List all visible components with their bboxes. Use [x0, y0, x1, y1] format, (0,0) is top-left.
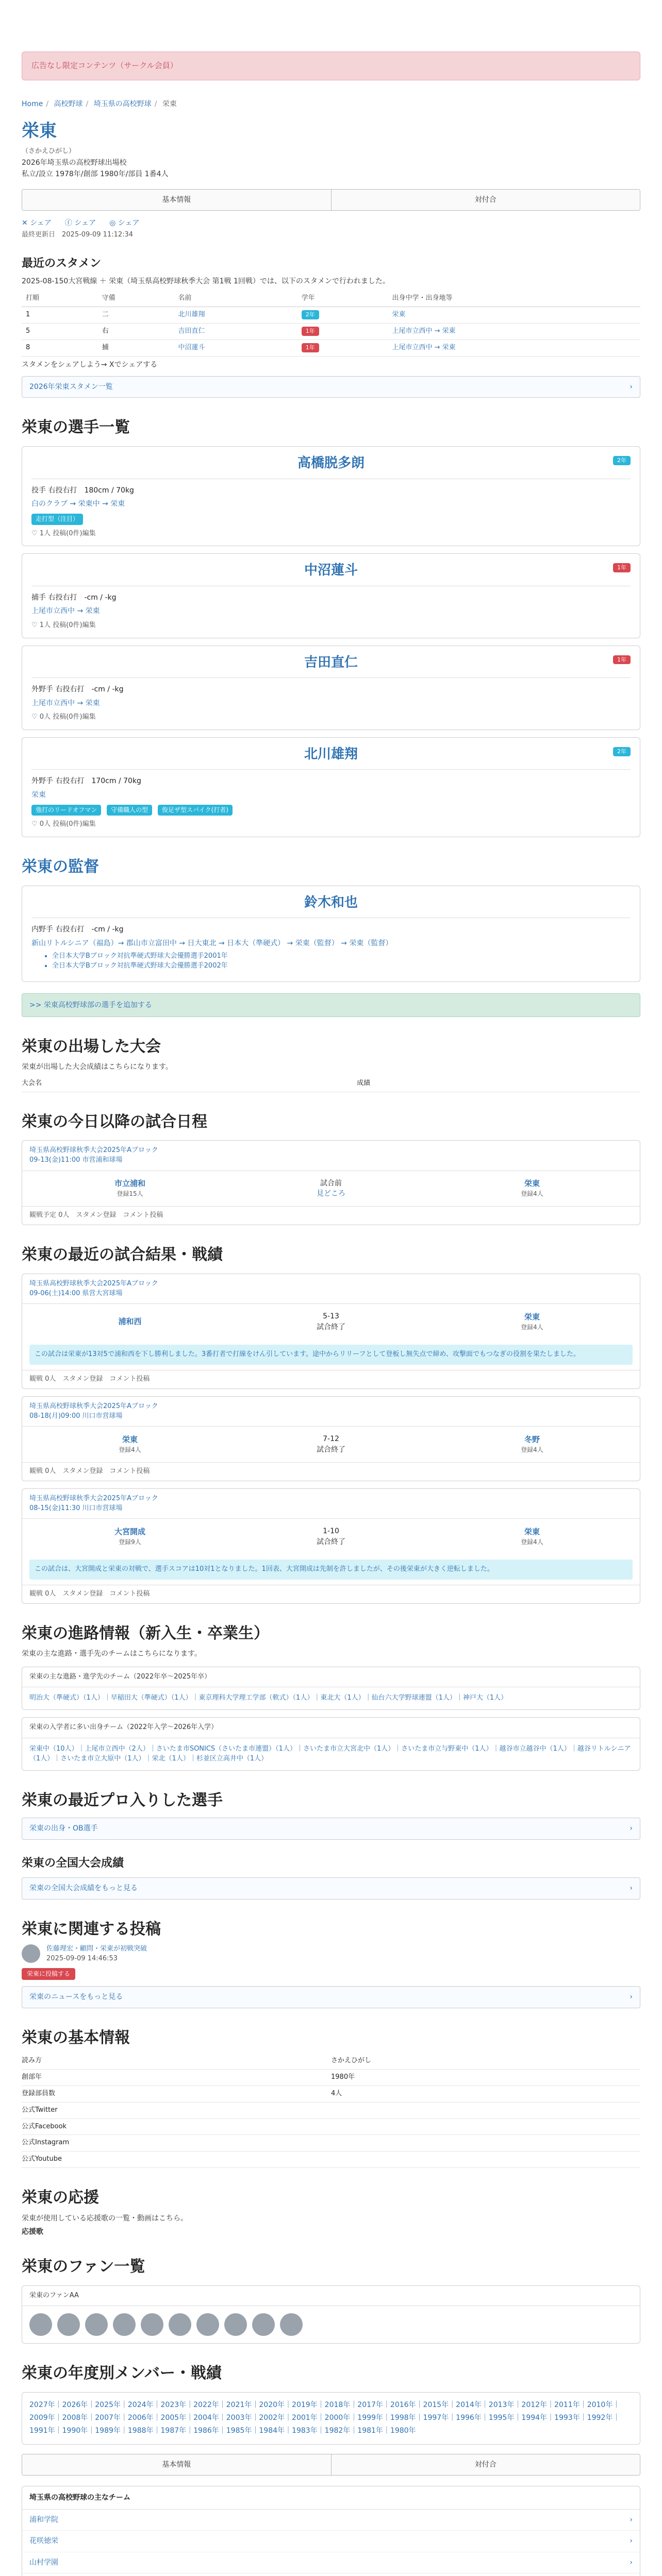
player-origin[interactable]: 白のクラブ → 栄東中 → 栄東	[31, 499, 125, 508]
school-link[interactable]	[22, 2573, 640, 2576]
player-card[interactable]	[22, 646, 640, 730]
player-origin[interactable]: 上尾市立西中 → 栄東	[31, 699, 100, 707]
coach-career[interactable]: 新山リトルシニア（福島）→ 郡山市立富田中 → 日大東北 → 日本大（準硬式） → 栄東（監督） → 栄東（監督）	[31, 939, 393, 947]
fan-avatar[interactable]	[57, 2313, 80, 2336]
team-right[interactable]: 栄東 登録4人	[521, 1179, 543, 1198]
player-card[interactable]	[22, 446, 640, 547]
tabs	[22, 189, 640, 211]
player-origin[interactable]: 栄東	[31, 790, 46, 799]
stamp-table: 打順 守備 名前 学年 出身中学・出身地等 1 二 北川雄翔 2年 栄東 5 右 吉田直仁 1年 上尾市立西中 → 栄東 8 捕 中沼蓮斗 1年 上尾市立西中 → 栄東	[22, 291, 640, 356]
breadcrumb-home[interactable]: Home	[22, 99, 43, 108]
team-right[interactable]: 栄東 登録4人	[521, 1312, 543, 1331]
player-fav[interactable]: ♡ 0人 投稿(0件)編集	[31, 713, 96, 721]
tab-match[interactable]: 対付合	[331, 190, 640, 210]
breadcrumb: Home / 高校野球 / 埼玉県の高校野球 / 栄東	[22, 99, 177, 108]
fan-avatar[interactable]	[196, 2313, 219, 2336]
grade-badge: 2年	[613, 456, 631, 465]
team-left[interactable]: 大宮開成 登録9人	[114, 1527, 145, 1546]
main-schools-box: 埼玉県の高校野球の主なチーム 浦和学院 › 花咲徳栄 › 山村学園 ›	[22, 2486, 640, 2576]
page-title: 栄東	[22, 121, 57, 142]
player-pos: 捕手 右投右打 -cm / -kg	[31, 594, 117, 602]
fan-avatar[interactable]	[85, 2313, 108, 2336]
player-pos: 外野手 右投右打 -cm / -kg	[31, 685, 124, 694]
breadcrumb-current: 栄東	[162, 99, 177, 108]
post-button[interactable]: 栄東に投稿する	[22, 1968, 75, 1980]
national-heading: 栄東の全国大会成績	[22, 1856, 124, 1870]
basic-table: 読み方 さかえひがし 創部年 1980年 登録部員数 4人 公式Twitter 公式Facebook 公式Instagram 公式Youtube	[22, 2053, 640, 2168]
tabs-bottom	[22, 2454, 640, 2476]
game-footer[interactable]: 観戦 0人 スタメン登録 コメント投稿	[22, 1370, 640, 1388]
game-footer[interactable]: 観戦予定 0人 スタメン登録 コメント投稿	[22, 1206, 640, 1225]
tournaments-heading: 栄東の出場した大会	[22, 1037, 161, 1056]
share-line[interactable]: ◎ シェア	[109, 219, 140, 228]
grade-badge: 1年	[613, 563, 631, 572]
fan-avatar[interactable]	[29, 2313, 52, 2336]
school-line1: 2026年埼玉県の高校野球出場校	[22, 159, 127, 167]
add-player-bar[interactable]: >> 栄東高校野球部の選手を追加する	[22, 993, 640, 1017]
chevron-right-icon: ›	[630, 2537, 633, 2546]
news-link[interactable]: 栄東のニュースをもっと見る ›	[22, 1986, 640, 2008]
chevron-right-icon: ›	[630, 383, 633, 392]
players-heading: 栄東の選手一覧	[22, 418, 130, 437]
tournaments-table: 大会名 成績	[22, 1076, 640, 1092]
heart-icon: ♡	[31, 621, 40, 629]
player-card[interactable]	[22, 553, 640, 638]
years-heading: 栄東の年度別メンバー・戦績	[22, 2364, 222, 2383]
chevron-right-icon: ›	[630, 2558, 633, 2567]
school-link[interactable]: 浦和学院 ›	[22, 2510, 640, 2531]
player-chip: 守備職人の型	[107, 805, 152, 816]
player-pos: 投手 右投右打 180cm / 70kg	[31, 486, 134, 495]
player-chip: 強打のリードオフマン	[31, 805, 101, 816]
school-link[interactable]: 花咲徳栄 ›	[22, 2531, 640, 2552]
player-card[interactable]	[22, 737, 640, 838]
pro-heading: 栄東の最近プロ入りした選手	[22, 1791, 223, 1809]
stamp-list-link[interactable]: 2026年栄東スタメン一覧 ›	[22, 376, 640, 398]
year-links[interactable]: 2027年｜2026年｜2025年｜2024年｜2023年｜2022年｜2021年｜2020年｜2019年｜2018年｜2017年｜2016年｜2015年｜2014年｜2013年｜2012年｜2011年｜2010年｜2009年｜2008年｜2007年｜2006年｜2005年｜2004年｜2003年｜2002年｜2001年｜2000年｜1999年｜1998年｜1997年｜1996年｜1995年｜1994年｜1993年｜1992年｜1991年｜1990年｜1989年｜1988年｜1987年｜1986年｜1985年｜1984年｜1983年｜1982年｜1981年｜1980年	[29, 2400, 620, 2435]
game-card[interactable]: 埼玉県高校野球秋季大会2025年Aブロック 08-15(金)11:30 川口市営球場 大宮開成 登録9人 1-10 試合終了 栄東 登録4人 この試合は、大宮開成と栄東の対戦で、選手スコアは10対1となりました。1回表、大宮開成は先制を許しましたが、その後栄東が大きく逆転しました。 観戦 0人 スタメン登録 コメント投稿	[22, 1488, 640, 1604]
player-name[interactable]: 中沼蓮斗	[31, 561, 631, 586]
coach-pos: 内野手 右投右打 -cm / -kg	[31, 925, 124, 934]
coach-award[interactable]: • 全日本大学Bブロック対抗準硬式野球大会優勝選手2001年	[52, 952, 631, 961]
table-row: 8 捕 中沼蓮斗 1年 上尾市立西中 → 栄東	[22, 340, 640, 356]
posts-heading: 栄東に関連する投稿	[22, 1920, 161, 1938]
coach-heading: 栄東の監督	[22, 858, 99, 876]
x-icon: ✕	[22, 219, 30, 228]
team-left[interactable]: 市立浦和 登録15人	[114, 1179, 145, 1198]
stamp-share[interactable]: スタメンをシェアしよう→ Xでシェアする	[22, 360, 158, 369]
player-fav[interactable]: ♡ 0人 投稿(0件)編集	[31, 820, 96, 828]
share-x[interactable]: ✕ シェア	[22, 219, 52, 228]
heart-icon: ♡	[31, 713, 40, 721]
heart-icon: ♡	[31, 820, 40, 828]
share-facebook[interactable]: ⓕ シェア	[64, 219, 96, 228]
support-sub: 応援歌	[22, 2227, 43, 2236]
tab-basic[interactable]: 基本情報	[22, 190, 331, 210]
school-link[interactable]: 山村学園 ›	[22, 2552, 640, 2573]
fan-avatar[interactable]	[280, 2313, 303, 2336]
fan-avatar[interactable]	[169, 2313, 191, 2336]
player-fav[interactable]: ♡ 1人 投稿(0件)編集	[31, 621, 96, 629]
team-left[interactable]: 栄東 登録4人	[119, 1435, 141, 1453]
progress-heading: 栄東の進路情報（新入生・卒業生）	[22, 1624, 269, 1642]
breadcrumb-hs[interactable]: 高校野球	[54, 99, 83, 108]
stamp-note: 2025-08-150大宮戦線 ＋ 栄東（埼玉県高校野球秋季大会 第1戦 1回戦）では、以下のスタメンで行われました。	[22, 277, 390, 286]
table-row: 1 二 北川雄翔 2年 栄東	[22, 307, 640, 324]
player-origin[interactable]: 上尾市立西中 → 栄東	[31, 607, 100, 616]
stamp-heading: 最近のスタメン	[22, 257, 102, 270]
coach-award[interactable]: • 全日本大学Bブロック対抗準硬式野球大会優勝選手2002年	[52, 961, 631, 971]
progress-box: 栄東の主な進路・進学先のチーム（2022年卒〜2025年卒） 明治大（準硬式）（1人）｜早稲田大（準硬式）（1人）｜東京理科大学理工学部（軟式）（1人）｜東北大（1人）｜仙台六大学野球連盟（1人）｜神戸大（1人）	[22, 1667, 640, 1710]
grade-badge: 2年	[613, 747, 631, 756]
ad-bar[interactable]: 広告なし限定コンテンツ（サークル会員）	[22, 52, 640, 80]
tournaments-note: 栄東が出場した大会成績はこちらになります。	[22, 1063, 173, 1072]
schedule-heading: 栄東の今日以降の試合日程	[22, 1112, 207, 1131]
chevron-right-icon: ›	[630, 1884, 633, 1893]
fan-avatars	[22, 2306, 640, 2343]
basic-heading: 栄東の基本情報	[22, 2028, 130, 2047]
national-link[interactable]: 栄東の全国大会成績をもっと見る ›	[22, 1877, 640, 1899]
tab-match[interactable]: 対付合	[331, 2454, 640, 2475]
avatar	[22, 1944, 40, 1963]
team-left[interactable]: 浦和西	[118, 1316, 142, 1326]
fan-avatar[interactable]	[113, 2313, 136, 2336]
player-name[interactable]: 吉田直仁	[31, 653, 631, 679]
heart-icon: ♡	[31, 529, 40, 537]
player-name[interactable]: 高橋脱多朗	[31, 454, 631, 479]
player-chip: 俊足ザ型スパイク(打者)	[158, 805, 233, 816]
results-heading: 栄東の最近の試合結果・戦績	[22, 1246, 223, 1264]
team-right[interactable]: 栄東 登録4人	[521, 1527, 543, 1546]
chevron-right-icon: ›	[630, 2516, 633, 2524]
game-card[interactable]: 埼玉県高校野球秋季大会2025年Aブロック 09-13(金)11:00 市営浦和球場 市立浦和 登録15人 試合前 見どころ 栄東 登録4人 観戦予定 0人 スタメン登録 コメント投稿	[22, 1140, 640, 1225]
chevron-right-icon: ›	[630, 1993, 633, 2002]
player-pos: 外野手 右投右打 170cm / 70kg	[31, 777, 141, 786]
school-kana: （さかえひがし）	[22, 147, 76, 156]
school-line2: 私立/設立 1978年/創部 1980年/部員 1番4人	[22, 170, 169, 179]
breadcrumb-pref[interactable]: 埼玉県の高校野球	[93, 99, 152, 108]
origin-box: 栄東の入学者に多い出身チーム（2022年入学〜2026年入学） 栄東中（10人）｜上尾市立西中（2人）｜さいたま市SONICS（さいたま市連盟）（1人）｜さいたま市立大宮北中（1人）｜さいたま市立与野東中（1人）｜越谷市立越谷中（1人）｜越谷リトルシニア（1人）｜さいたま市立大原中（1人）｜栄北（1人）｜杉並区立高井中（1人）	[22, 1717, 640, 1771]
fan-avatar[interactable]	[252, 2313, 275, 2336]
page	[22, 0, 640, 2576]
table-row: 5 右 吉田直仁 1年 上尾市立西中 → 栄東	[22, 324, 640, 340]
progress-note: 栄東の主な進路・選手先のチームはこちらになります。	[22, 1650, 202, 1658]
coach-name[interactable]: 鈴木和也	[31, 893, 631, 919]
game-comment: この試合は栄東が13対5で浦和西を下し勝利しました。3番打者で打線をけん引しています。途中からリリーフとして登板し無失点で締め、攻撃面でもつなぎの役割を果たしました。	[29, 1345, 633, 1365]
coach-card[interactable]	[22, 886, 640, 982]
game-footer[interactable]: 観戦 0人 スタメン登録 コメント投稿	[22, 1462, 640, 1481]
share-row	[22, 218, 640, 228]
game-footer[interactable]: 観戦 0人 スタメン登録 コメント投稿	[22, 1585, 640, 1603]
team-right[interactable]: 冬野 登録4人	[521, 1435, 543, 1453]
post-item[interactable]: 佐藤理宏・顧問・栄東が初戦突破 2025-09-09 14:46:53	[22, 1944, 640, 1964]
player-chip: 走打型（注目）	[31, 514, 83, 524]
tab-basic[interactable]: 基本情報	[22, 2454, 331, 2475]
game-card[interactable]: 埼玉県高校野球秋季大会2025年Aブロック 08-18(月)09:00 川口市営球場 栄東 登録4人 7-12 試合終了 冬野 登録4人 観戦 0人 スタメン登録 コメント投稿	[22, 1396, 640, 1481]
line-icon: ◎	[109, 219, 118, 228]
facebook-icon: ⓕ	[64, 219, 75, 228]
chevron-right-icon: ›	[630, 1824, 633, 1833]
player-fav[interactable]: ♡ 1人 投稿(0件)編集	[31, 529, 96, 537]
fan-avatar[interactable]	[224, 2313, 247, 2336]
years-box	[22, 2392, 640, 2445]
grade-badge: 1年	[613, 655, 631, 665]
support-note: 栄東が使用している応援歌の一覧・動画はこちら。	[22, 2214, 188, 2223]
game-comment: この試合は、大宮開成と栄東の対戦で、選手スコアは10対1となりました。1回表、大宮開成は先制を許しましたが、その後栄東が大きく逆転しました。	[29, 1560, 633, 1580]
game-card[interactable]: 埼玉県高校野球秋季大会2025年Aブロック 09-06(土)14:00 県営大宮球場 浦和西 5-13 試合終了 栄東 登録4人 この試合は栄東が13対5で浦和西を下し勝利しました。3番打者で打線をけん引しています。途中からリリーフとして登板し無失点で締め、攻撃面でもつなぎの役割を果たしました。 観戦 0人 スタメン登録 コメント投稿	[22, 1274, 640, 1389]
fans-box: 栄東のファンAA	[22, 2285, 640, 2344]
support-heading: 栄東の応援	[22, 2189, 99, 2207]
updated: 最終更新日 2025-09-09 11:12:34	[22, 231, 134, 239]
fan-avatar[interactable]	[141, 2313, 163, 2336]
pro-link[interactable]: 栄東の出身・OB選手 ›	[22, 1818, 640, 1839]
fans-heading: 栄東のファン一覧	[22, 2258, 145, 2276]
player-name[interactable]: 北川雄翔	[31, 745, 631, 770]
